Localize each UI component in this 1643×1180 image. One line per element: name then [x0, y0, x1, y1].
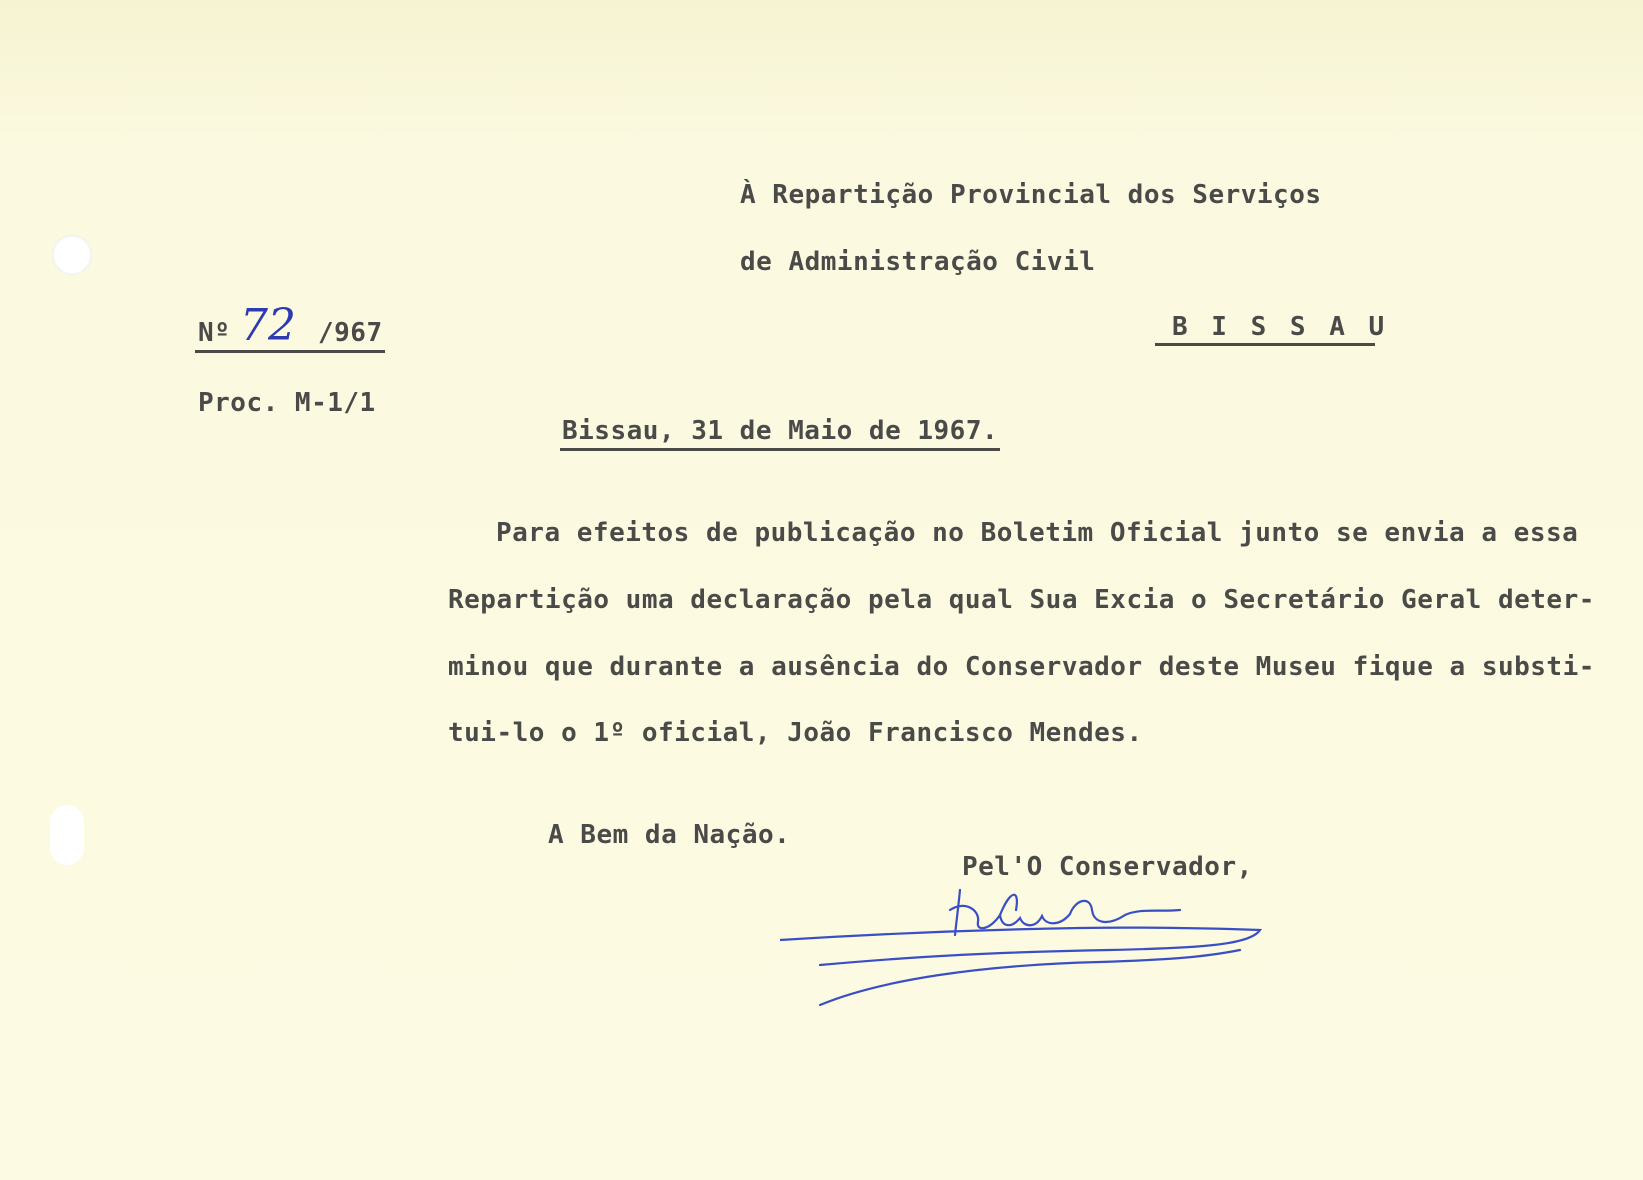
process-reference: Proc. M-1/1: [198, 388, 376, 418]
reference-number-handwritten: 72: [240, 300, 296, 351]
body-line-3: minou que durante a ausência do Conservador deste Museu fique a substi-: [448, 652, 1595, 682]
signature-label: Pel'O Conservador,: [962, 852, 1253, 882]
recipient-line-2: de Administração Civil: [740, 247, 1096, 277]
body-line-4: tui-lo o 1º oficial, João Francisco Mendes.: [448, 718, 1143, 748]
city-heading: B I S S A U: [1172, 312, 1389, 342]
body-line-2: Repartição uma declaração pela qual Sua Excia o Secretário Geral deter-: [448, 585, 1595, 615]
reference-underline: [195, 350, 385, 353]
city-underline: [1155, 343, 1375, 346]
letter-date: Bissau, 31 de Maio de 1967.: [562, 416, 999, 446]
closing-salutation: A Bem da Nação.: [548, 820, 791, 850]
body-line-1: Para efeitos de publicação no Boletim Oficial junto se envia a essa: [496, 518, 1579, 548]
recipient-line-1: À Repartição Provincial dos Serviços: [740, 180, 1322, 210]
handwritten-signature: [780, 870, 1280, 1020]
punch-hole-bottom: [50, 805, 84, 865]
punch-hole-top: [52, 235, 92, 275]
reference-number-suffix: /967: [318, 318, 383, 348]
date-underline: [560, 448, 1000, 451]
reference-number-prefix: Nº: [198, 318, 231, 348]
